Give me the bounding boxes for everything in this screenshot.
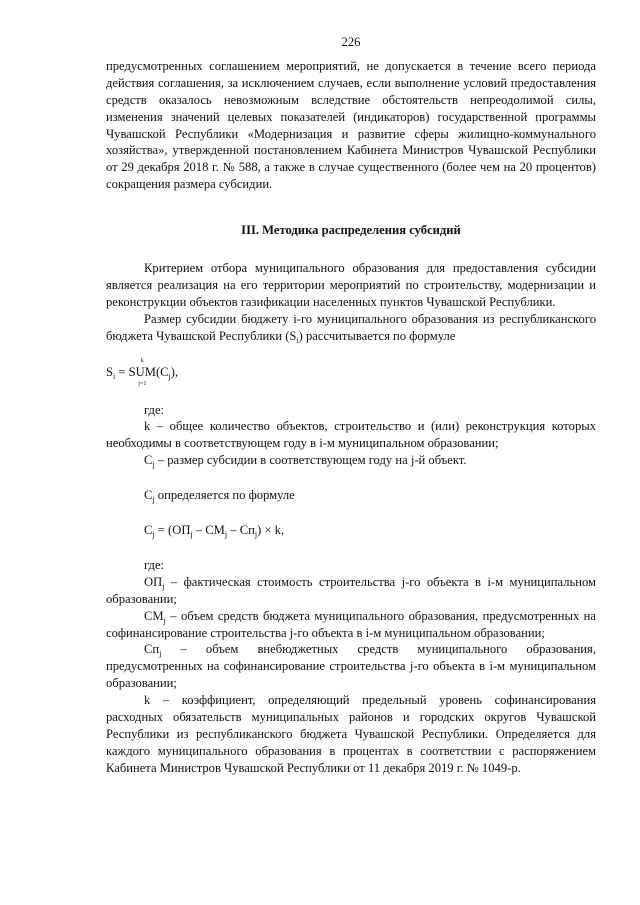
page-number: 226 [341, 35, 361, 49]
formula1-lhs-subscript: i [113, 371, 116, 381]
definition-sm [106, 608, 596, 642]
formula1-sum-upper-limit: k [140, 357, 144, 364]
definition-cj-symbol: C [144, 453, 153, 468]
definition-op-text: – фактическая стоимость строительства j-го объекта в i-м муниципальном образовании; [106, 574, 596, 606]
subsidy-size-text-start: Размер субсидии бюджету i-го муниципального образования из республиканского бюджета Чувашской Республики (S [106, 311, 596, 343]
page-content [106, 34, 596, 777]
section-title: III. Методика распределения субсидий [241, 223, 461, 238]
formula2-tail: ) × k, [257, 523, 285, 538]
formula2-lhs: C [144, 523, 153, 538]
definition-k-count: k – общее количество объектов, строительство и (или) реконструкция которых необходимы в соответствующем году в i-м муниципальном образовании; [106, 419, 596, 451]
formula2-lhs-subscript: j [152, 530, 155, 540]
formula1-lhs: S [106, 364, 114, 379]
formula2-minus-sm: – СМ [192, 523, 225, 538]
cj-intro-subscript: j [152, 495, 155, 505]
formula-cj [106, 522, 596, 539]
formula2-cn-subscript: j [254, 530, 258, 540]
definition-sm-symbol: СМ [144, 608, 164, 623]
definition-cn-text: – объем внебюджетных средств муниципального образования, предусмотренных на софинансирование строительства j-го объекта в i-м муниципальном образовании; [106, 642, 596, 691]
subsidy-size-text-end: ) рассчитывается по формуле [298, 328, 456, 343]
cj-formula-intro [106, 487, 596, 504]
where-label-1: где: [144, 402, 165, 417]
formula1-sum-lower-limit: j=1 [138, 380, 147, 387]
definition-op-symbol: ОП [144, 574, 163, 589]
paragraph-intro: предусмотренных соглашением мероприятий, не допускается в течение всего периода действия соглашения, за исключением случаев, если выполнение условий предоставления средств оказалось невозможным вследствие обстоятельств непреодолимой силы, изменения значений целевых показателей (индикаторов) государственной программы Чувашской Республики «Модернизация и развитие сферы жилищно-коммунального хозяйства», утвержденной постановлением Кабинета Министров Чувашской Республики от 29 декабря 2018 г. № 588, а также в случае существенного (более чем на 20 процентов) сокращения размера субсидии. [106, 58, 596, 192]
formula1-arg-close: ), [170, 364, 179, 379]
cj-intro-symbol: C [144, 488, 153, 503]
formula1-equals: = [115, 364, 129, 379]
where-label-2: где: [144, 557, 165, 572]
definition-cn [106, 641, 596, 692]
definition-cj-subscript: j [152, 460, 155, 470]
formula1-arg-open: (C [155, 364, 169, 379]
definition-cn-subscript: j [159, 649, 162, 659]
definition-k-coefficient: k – коэффициент, определяющий предельный уровень софинансирования расходных обязательств муниципальных районов и городских округов Чувашской Республики из республиканского бюджета Чувашской Республики. Определяется для каждого муниципального образования в процентах в соответствии с распоряжением Кабинета Министров Чувашской Республики от 11 декабря 2019 г. № 1049-р. [106, 693, 596, 775]
formula2-sm-subscript: j [224, 530, 228, 540]
formula1-arg-subscript: j [168, 371, 171, 381]
formula1-sum-label: SUM [128, 364, 156, 379]
definition-sm-text: – объем средств бюджета муниципального образования, предусмотренных на софинансирование строительства j-го объекта в i-м муниципальном образовании; [106, 608, 596, 640]
cj-intro-text: определяется по формуле [154, 488, 295, 503]
formula2-eq: = (ОП [154, 523, 191, 538]
definition-cj-text: – размер субсидии в соответствующем году на j-й объект. [154, 453, 467, 468]
definition-op-subscript: j [162, 581, 165, 591]
formula2-minus-cn: – Сп [227, 523, 255, 538]
formula-subsidy-sum [106, 357, 596, 387]
paragraph-subsidy-size [106, 311, 596, 345]
paragraph-criteria: Критерием отбора муниципального образования для предоставления субсидии является реализация на его территории мероприятий по строительству, модернизации и реконструкции объектов газификации населенных пунктов Чувашской Республики. [106, 261, 596, 309]
definition-op [106, 574, 596, 608]
formula1-sum-operator [128, 357, 156, 387]
definition-sm-subscript: j [163, 615, 166, 625]
subsidy-size-subscript: i [296, 335, 299, 345]
formula2-op-subscript: j [190, 530, 193, 540]
definition-cn-symbol: Сп [144, 642, 160, 657]
definition-cj [106, 452, 596, 469]
